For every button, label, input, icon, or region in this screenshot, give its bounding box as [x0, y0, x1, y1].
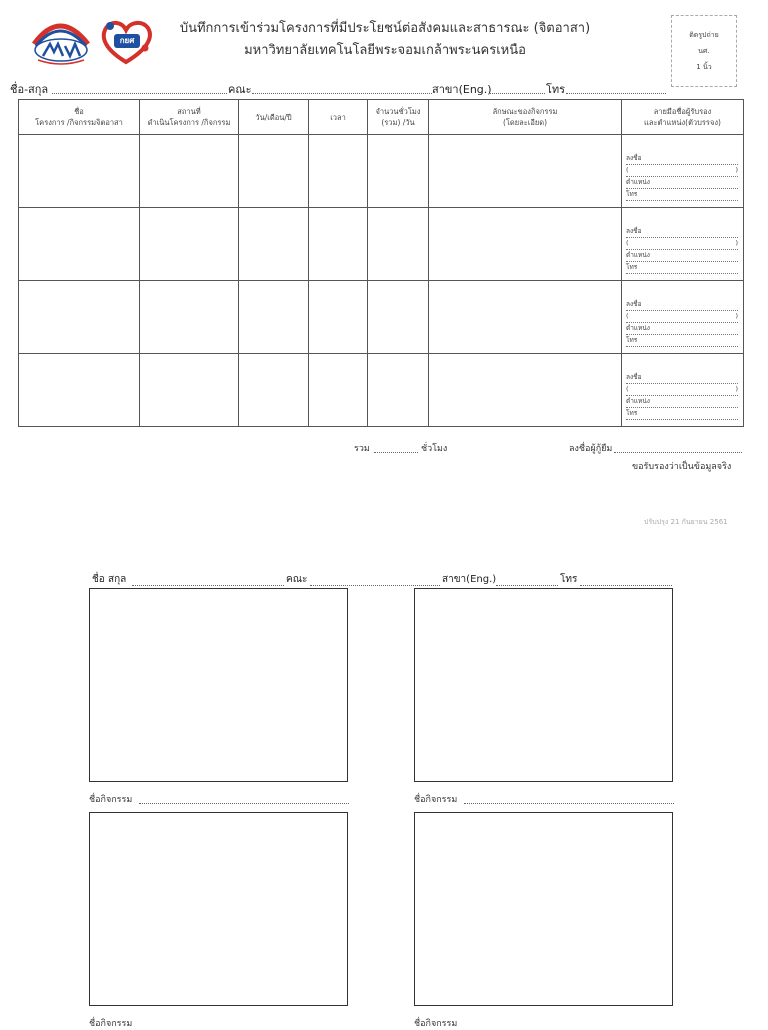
- cell-project-name[interactable]: [19, 208, 140, 281]
- signature-block: [622, 354, 743, 420]
- faculty-label: คณะ: [228, 83, 252, 96]
- hours-unit: ชั่วโมง: [421, 444, 448, 454]
- cell-location[interactable]: [140, 354, 239, 427]
- name-paren-line: ( ): [626, 165, 738, 177]
- position-line: ตำแหน่ง: [626, 250, 738, 262]
- header-certifier: ลายมือชื่อผู้รับรอง และตำแหน่ง(ตัวบรรจง): [622, 100, 744, 135]
- photo-placeholder-box[interactable]: [671, 15, 737, 87]
- logos: [30, 14, 160, 66]
- cell-location[interactable]: [140, 135, 239, 208]
- photo-phone-field[interactable]: [580, 585, 672, 586]
- signature-block: [622, 135, 743, 201]
- name-paren-line: ( ): [626, 311, 738, 323]
- photo-box-line2: นศ.: [698, 46, 710, 55]
- cell-hours[interactable]: [368, 281, 429, 354]
- cell-date[interactable]: [239, 281, 309, 354]
- cell-time[interactable]: [309, 354, 368, 427]
- activity-caption-field[interactable]: [464, 803, 674, 804]
- department-label: สาขา(Eng.): [432, 83, 492, 96]
- activity-caption-label: ชื่อกิจกรรม: [414, 795, 458, 805]
- cell-activity-detail[interactable]: [429, 354, 622, 427]
- photo-department-label: สาขา(Eng.): [442, 574, 497, 585]
- cell-activity-detail[interactable]: [429, 208, 622, 281]
- cell-project-name[interactable]: [19, 135, 140, 208]
- activity-photo-box[interactable]: [414, 588, 673, 782]
- phone-field[interactable]: [566, 93, 666, 94]
- total-label: รวม: [354, 444, 370, 454]
- cell-time[interactable]: [309, 135, 368, 208]
- table-row: [19, 135, 744, 208]
- cell-activity-detail[interactable]: [429, 135, 622, 208]
- sign-line: ลงชื่อ: [626, 153, 738, 165]
- cell-hours[interactable]: [368, 208, 429, 281]
- loan-fund-logo-text: กยศ: [119, 36, 135, 45]
- form-title: บันทึกการเข้าร่วมโครงการที่มีประโยชน์ต่อสังคมและสาธารณะ (จิตอาสา): [179, 21, 591, 36]
- table-header-row: [19, 100, 744, 135]
- activity-photo-box[interactable]: [414, 812, 673, 1006]
- activity-photo-box[interactable]: [89, 812, 348, 1006]
- total-hours-field[interactable]: [374, 452, 418, 453]
- cell-certifier[interactable]: [622, 208, 744, 281]
- table-row: [19, 354, 744, 427]
- photo-box-line3: 1 นิ้ว: [696, 62, 712, 71]
- cell-activity-detail[interactable]: [429, 281, 622, 354]
- phone-line: โทร: [626, 335, 738, 347]
- cell-location[interactable]: [140, 281, 239, 354]
- cell-certifier[interactable]: [622, 281, 744, 354]
- table-row: [19, 208, 744, 281]
- photo-phone-label: โทร: [560, 574, 578, 585]
- activity-caption-label: ชื่อกิจกรรม: [414, 1019, 458, 1029]
- cell-date[interactable]: [239, 354, 309, 427]
- header-hours: จำนวนชั่วโมง (รวม) /วัน: [368, 100, 429, 135]
- activity-log-table: [18, 99, 744, 427]
- certify-text: ขอรับรองว่าเป็นข้อมูลจริง: [632, 462, 732, 472]
- header-date: วัน/เดือน/ปี: [239, 100, 309, 135]
- cell-location[interactable]: [140, 208, 239, 281]
- university-logo: [34, 26, 88, 64]
- photo-department-field[interactable]: [496, 585, 558, 586]
- department-field[interactable]: [490, 93, 545, 94]
- cell-hours[interactable]: [368, 354, 429, 427]
- name-field[interactable]: [52, 93, 227, 94]
- activity-photo-box[interactable]: [89, 588, 348, 782]
- position-line: ตำแหน่ง: [626, 177, 738, 189]
- header-activity-detail: ลักษณะของกิจกรรม (โดยละเอียด): [429, 100, 622, 135]
- faculty-field[interactable]: [252, 93, 432, 94]
- cell-date[interactable]: [239, 208, 309, 281]
- university-name: มหาวิทยาลัยเทคโนโลยีพระจอมเกล้าพระนครเหนือ: [244, 43, 526, 58]
- table-row: [19, 281, 744, 354]
- sign-line: ลงชื่อ: [626, 226, 738, 238]
- logo-graphics: [30, 14, 160, 66]
- name-label: ชื่อ-สกุล: [10, 83, 49, 96]
- phone-line: โทร: [626, 262, 738, 274]
- sign-line: ลงชื่อ: [626, 372, 738, 384]
- cell-certifier[interactable]: [622, 354, 744, 427]
- revised-date: ปรับปรุง 21 กันยายน 2561: [644, 518, 728, 526]
- photo-name-field[interactable]: [132, 585, 284, 586]
- photo-faculty-field[interactable]: [310, 585, 440, 586]
- header-project-name: ชื่อ โครงการ /กิจกรรมจิตอาสา: [19, 100, 140, 135]
- cell-certifier[interactable]: [622, 135, 744, 208]
- phone-line: โทร: [626, 189, 738, 201]
- name-paren-line: ( ): [626, 238, 738, 250]
- photo-faculty-label: คณะ: [286, 574, 308, 585]
- cell-date[interactable]: [239, 135, 309, 208]
- photo-name-label: ชื่อ สกุล: [92, 574, 127, 585]
- cell-time[interactable]: [309, 208, 368, 281]
- header-time: เวลา: [309, 100, 368, 135]
- activity-caption-field[interactable]: [139, 803, 349, 804]
- borrower-sign-field[interactable]: [614, 452, 742, 453]
- sign-line: ลงชื่อ: [626, 299, 738, 311]
- cell-project-name[interactable]: [19, 281, 140, 354]
- header-location: สถานที่ ดำเนินโครงการ /กิจกรรม: [140, 100, 239, 135]
- photo-box-line1: ติดรูปถ่าย: [689, 30, 719, 39]
- cell-project-name[interactable]: [19, 354, 140, 427]
- name-paren-line: ( ): [626, 384, 738, 396]
- position-line: ตำแหน่ง: [626, 396, 738, 408]
- signature-block: [622, 208, 743, 274]
- position-line: ตำแหน่ง: [626, 323, 738, 335]
- cell-hours[interactable]: [368, 135, 429, 208]
- activity-caption-label: ชื่อกิจกรรม: [89, 795, 133, 805]
- borrower-sign-label: ลงชื่อผู้กู้ยืม: [569, 444, 613, 454]
- phone-label: โทร: [546, 83, 566, 96]
- activity-caption-label: ชื่อกิจกรรม: [89, 1019, 133, 1029]
- signature-block: [622, 281, 743, 347]
- phone-line: โทร: [626, 408, 738, 420]
- cell-time[interactable]: [309, 281, 368, 354]
